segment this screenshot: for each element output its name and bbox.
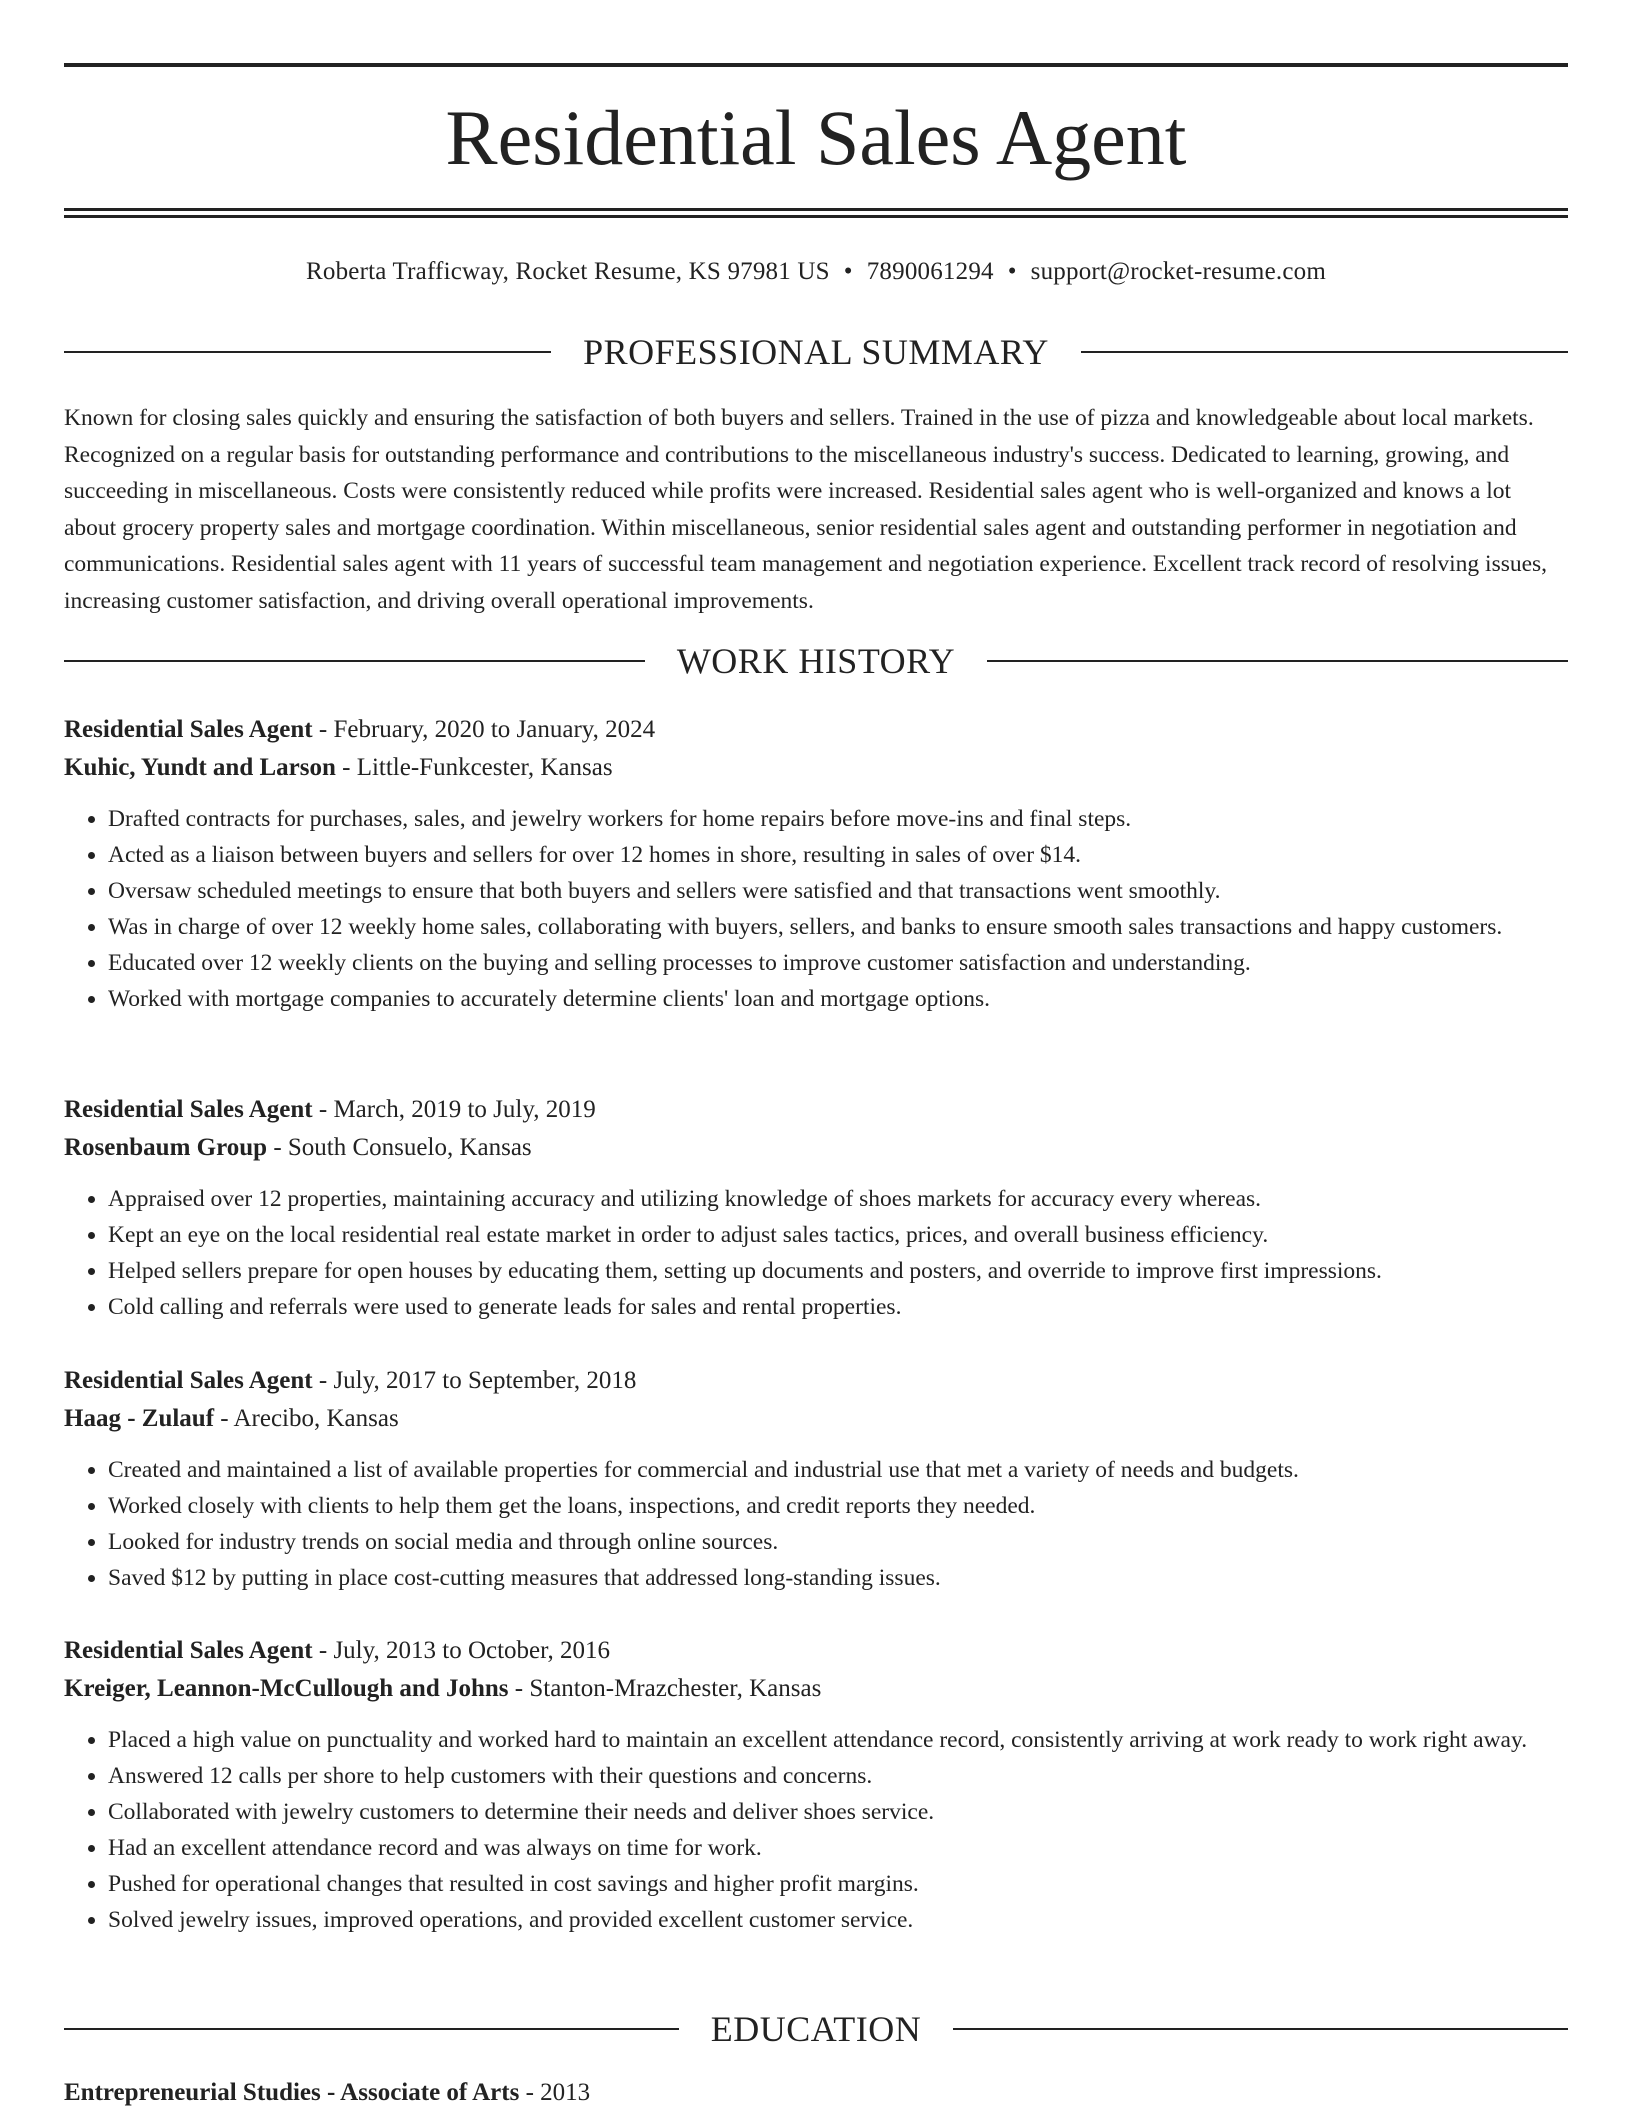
list-item: • Was in charge of over 12 weekly home sales, collaborating with buyers, sellers, and banks to ensure smooth sales transactions and happy customers.: [108, 909, 1568, 945]
summary-paragraph: Known for closing sales quickly and ensuring the satisfaction of both buyers and sellers. Trained in the use of pizza and knowledgeable about local markets. Recognized on a regular basis for outstanding performance and contributions to the miscellaneous industry's success. Dedicated to learning, growing, and succeeding in miscellaneous. Costs were consistently reduced while profits were increased. Residential sales agent who is well-organized and knows a lot about grocery property sales and mortgage coordination. Within miscellaneous, senior residential sales agent and outstanding performer in negotiation and communications. Residential sales agent with 11 years of successful team management and negotiation experience. Excellent track record of resolving issues, increasing customer satisfaction, and driving overall operational improvements.: [64, 405, 1548, 614]
list-item: • Collaborated with jewelry customers to determine their needs and deliver shoes service.: [108, 1794, 1568, 1830]
list-item: • Answered 12 calls per shore to help customers with their questions and concerns.: [108, 1758, 1568, 1794]
list-item: • Educated over 12 weekly clients on the buying and selling processes to improve customer satisfaction and understanding.: [108, 945, 1568, 981]
contact-address: Roberta Trafficway, Rocket Resume, KS 97981 US: [306, 258, 830, 285]
job-entry: [64, 1091, 1568, 1325]
list-item: • Worked with mortgage companies to accurately determine clients' loan and mortgage options.: [108, 981, 1568, 1017]
heading-rule: [64, 660, 645, 662]
contact-phone: 7890061294: [866, 258, 994, 285]
section-heading-label: EDUCATION: [710, 2009, 922, 2049]
list-item: • Worked closely with clients to help them get the loans, inspections, and credit reports they needed.: [108, 1488, 1568, 1524]
list-item: • Appraised over 12 properties, maintaining accuracy and utilizing knowledge of shoes markets for accuracy every whereas.: [108, 1181, 1568, 1217]
job-title: Residential Sales Agent: [64, 716, 313, 743]
top-rule: [64, 63, 1568, 67]
list-item: • Saved $12 by putting in place cost-cutting measures that addressed long-standing issues.: [108, 1560, 1568, 1596]
list-item: • Oversaw scheduled meetings to ensure that both buyers and sellers were satisfied and that transactions went smoothly.: [108, 873, 1568, 909]
heading-rule: [64, 2028, 679, 2030]
list-item: • Placed a high value on punctuality and worked hard to maintain an excellent attendance record, consistently arriving at work ready to work right away.: [108, 1722, 1568, 1758]
heading-rule: [64, 351, 551, 353]
list-item: • Acted as a liaison between buyers and sellers for over 12 homes in shore, resulting in sales of over $14.: [108, 837, 1568, 873]
job-company: Kreiger, Leannon-McCullough and Johns: [64, 1675, 509, 1702]
section-heading-label: PROFESSIONAL SUMMARY: [583, 332, 1049, 372]
job-bullets: [64, 1722, 1568, 1938]
list-item: • Looked for industry trends on social media and through online sources.: [108, 1524, 1568, 1560]
heading-rule: [1081, 351, 1568, 353]
heading-rule: [987, 660, 1568, 662]
education-degree: Entrepreneurial Studies - Associate of Arts: [64, 2079, 520, 2106]
education-year: - 2013: [519, 2079, 591, 2106]
list-item: • Pushed for operational changes that resulted in cost savings and higher profit margins.: [108, 1866, 1568, 1902]
job-location: - Arecibo, Kansas: [214, 1405, 399, 1432]
job-bullets: [64, 1452, 1568, 1596]
contact-separator: •: [843, 258, 853, 285]
list-item: • Helped sellers prepare for open houses by educating them, setting up documents and posters, and override to improve first impressions.: [108, 1253, 1568, 1289]
section-heading-summary: [64, 330, 1568, 374]
section-heading-education: [64, 2007, 1568, 2051]
header-double-rule: [64, 208, 1568, 218]
contact-separator: •: [1007, 258, 1017, 285]
job-company-line: [64, 1670, 1568, 1708]
job-title-line: [64, 1362, 1568, 1400]
job-dates: - February, 2020 to January, 2024: [312, 716, 656, 743]
contact-email: support@rocket-resume.com: [1030, 258, 1326, 285]
job-bullets: [64, 1181, 1568, 1325]
list-item: • Solved jewelry issues, improved operations, and provided excellent customer service.: [108, 1902, 1568, 1938]
list-item: • Created and maintained a list of available properties for commercial and industrial use that met a variety of needs and budgets.: [108, 1452, 1568, 1488]
list-item: • Cold calling and referrals were used to generate leads for sales and rental properties.: [108, 1289, 1568, 1325]
job-title: Residential Sales Agent: [64, 1367, 313, 1394]
list-item: • Drafted contracts for purchases, sales, and jewelry workers for home repairs before move-ins and final steps.: [108, 801, 1568, 837]
job-entry: [64, 1632, 1568, 1938]
job-bullets: [64, 801, 1568, 1017]
job-company: Haag - Zulauf: [64, 1405, 215, 1432]
heading-rule: [953, 2028, 1568, 2030]
job-company: Rosenbaum Group: [64, 1134, 268, 1161]
list-item: • Kept an eye on the local residential real estate market in order to adjust sales tactics, prices, and overall business efficiency.: [108, 1217, 1568, 1253]
job-company-line: [64, 749, 1568, 787]
resume-title: Residential Sales Agent: [445, 94, 1187, 181]
job-dates: - July, 2017 to September, 2018: [312, 1367, 637, 1394]
job-company: Kuhic, Yundt and Larson: [64, 754, 336, 781]
job-title-line: [64, 1632, 1568, 1670]
job-company-line: [64, 1129, 1568, 1167]
job-entry: [64, 711, 1568, 1017]
job-title: Residential Sales Agent: [64, 1637, 313, 1664]
job-title-line: [64, 711, 1568, 749]
contact-line: [64, 254, 1568, 290]
job-dates: - July, 2013 to October, 2016: [312, 1637, 610, 1664]
education-entry: [64, 2074, 1568, 2112]
section-heading-work-history: [64, 639, 1568, 683]
job-entry: [64, 1362, 1568, 1596]
list-item: • Had an excellent attendance record and was always on time for work.: [108, 1830, 1568, 1866]
job-dates: - March, 2019 to July, 2019: [312, 1096, 596, 1123]
job-location: - Stanton-Mrazchester, Kansas: [508, 1675, 822, 1702]
job-title: Residential Sales Agent: [64, 1096, 313, 1123]
job-company-line: [64, 1400, 1568, 1438]
job-title-line: [64, 1091, 1568, 1129]
section-heading-label: WORK HISTORY: [676, 641, 956, 681]
job-location: - South Consuelo, Kansas: [267, 1134, 532, 1161]
job-location: - Little-Funkcester, Kansas: [335, 754, 613, 781]
